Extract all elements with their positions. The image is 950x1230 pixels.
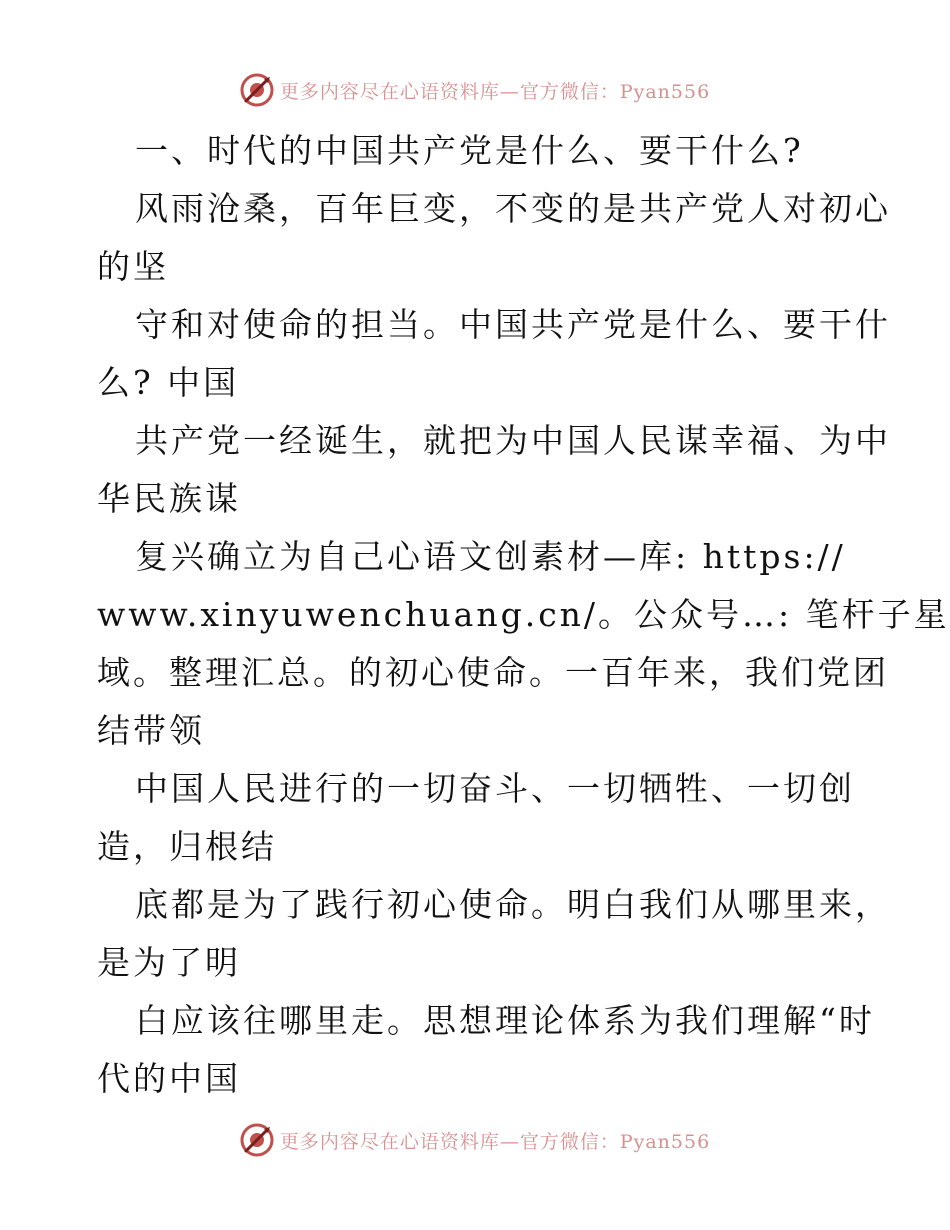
- header-banner: [0, 70, 950, 110]
- pen-logo-icon: [240, 1123, 274, 1157]
- header-banner-text: 更多内容尽在心语资料库—官方微信：Pyan556: [279, 80, 711, 103]
- body-line: 么? 中国: [97, 363, 240, 402]
- body-line: 复兴确立为自己心语文创素材—库: https://: [135, 537, 846, 576]
- body-line: 一、时代的中国共产党是什么、要干什么?: [135, 131, 804, 170]
- body-line: 白应该往哪里走。思想理论体系为我们理解“时: [135, 1001, 875, 1040]
- body-line: 结带领: [97, 711, 205, 750]
- body-line: 是为了明: [97, 943, 241, 982]
- body-line: 风雨沧桑，百年巨变，不变的是共产党人对初心: [135, 189, 891, 228]
- body-line: 底都是为了践行初心使命。明白我们从哪里来，: [135, 885, 891, 924]
- body-line: 共产党一经诞生，就把为中国人民谋幸福、为中: [135, 421, 891, 460]
- footer-banner-text: 更多内容尽在心语资料库—官方微信：Pyan556: [279, 1130, 711, 1153]
- pen-logo-icon: [240, 73, 274, 107]
- body-line: 代的中国: [97, 1059, 241, 1098]
- body-line: 的坚: [97, 247, 169, 286]
- body-line: 华民族谋: [97, 479, 241, 518]
- body-line: 中国人民进行的一切奋斗、一切牺牲、一切创: [135, 769, 855, 808]
- body-line: 造，归根结: [97, 827, 277, 866]
- body-line: www.xinyuwenchuang.cn/。公众号…: 笔杆子星: [97, 595, 950, 634]
- body-line: 域。整理汇总。的初心使命。一百年来，我们党团: [97, 653, 889, 692]
- footer-banner: [0, 1120, 950, 1160]
- document-body: [97, 122, 950, 1108]
- body-line: 守和对使命的担当。中国共产党是什么、要干什: [135, 305, 891, 344]
